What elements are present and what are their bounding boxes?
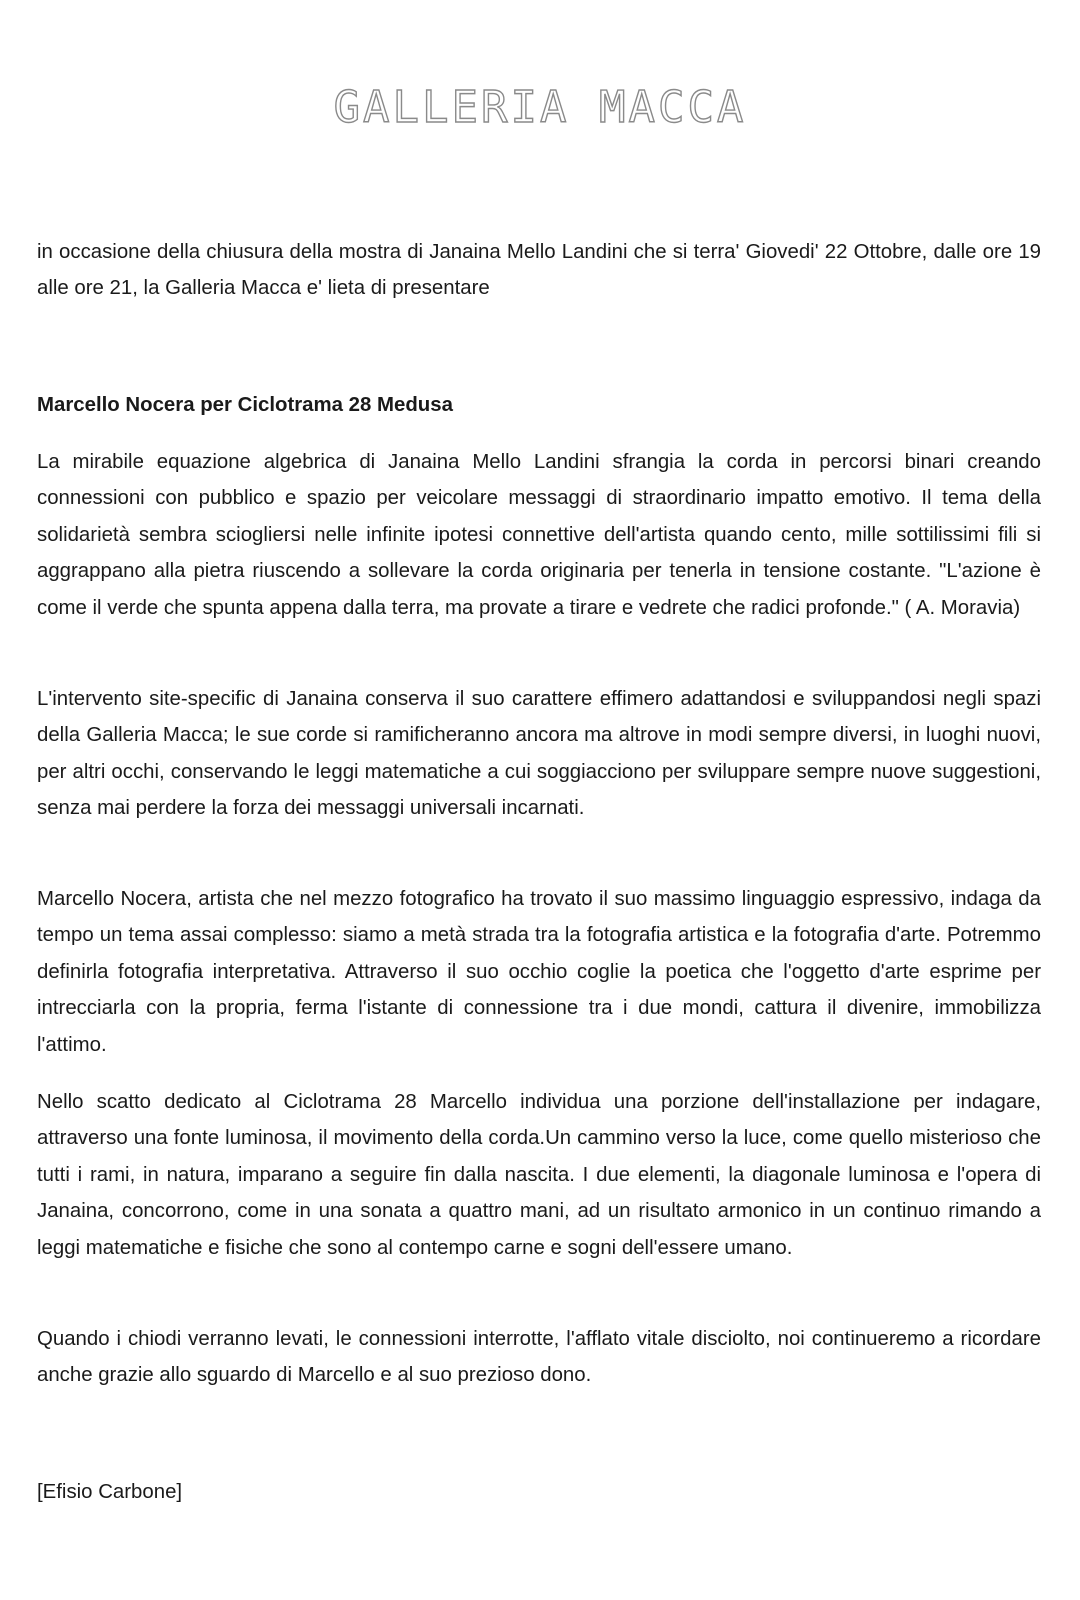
intro-paragraph: in occasione della chiusura della mostra di Janaina Mello Landini che si terra' Giovedi' 22 Ottobre, dalle ore 19 alle ore 21, la Galleria Macca e' lieta di presentare (37, 241, 1041, 300)
body-paragraph-5: Quando i chiodi verranno levati, le connessioni interrotte, l'afflato vitale disciolto, noi continueremo a ricordare anche grazie allo sguardo di Marcello e al suo prezioso dono. (37, 1328, 1041, 1387)
logo-text: GALLERIA MACCA (333, 82, 747, 133)
body-paragraph-1: La mirabile equazione algebrica di Janaina Mello Landini sfrangia la corda in percorsi binari creando connessioni con pubblico e spazio per veicolare messaggi di straordinario impatto emotivo. Il tema della solidarietà sembra sciogliersi nelle infinite ipotesi connettive dell'artista quando cento, mille sottilissimi fili si aggrappano alla pietra riuscendo a sollevare la corda originaria per tenerla in tensione costante. "L'azione è come il verde che spunta appena dalla terra, ma provate a tirare e vedrete che radici profonde." ( A. Moravia) (37, 451, 1041, 619)
gallery-logo (0, 82, 1080, 133)
body-paragraph-2: L'intervento site-specific di Janaina conserva il suo carattere effimero adattandosi e sviluppandosi negli spazi della Galleria Macca; le sue corde si ramificheranno ancora ma altrove in modi sempre diversi, in luoghi nuovi, per altri occhi, conservando le leggi matematiche a cui soggiacciono per sviluppare sempre nuove suggestioni, senza mai perdere la forza dei messaggi universali incarnati. (37, 688, 1041, 820)
body-paragraph-3: Marcello Nocera, artista che nel mezzo fotografico ha trovato il suo massimo linguaggio espressivo, indaga da tempo un tema assai complesso: siamo a metà strada tra la fotografia artistica e la fotografia d'arte. Potremmo definirla fotografia interpretativa. Attraverso il suo occhio coglie la poetica che l'oggetto d'arte esprime per intrecciarla con la propria, ferma l'istante di connessione tra i due mondi, cattura il divenire, immobilizza l'attimo. (37, 888, 1041, 1056)
author-signature: [Efisio Carbone] (37, 1481, 183, 1503)
body-paragraph-4: Nello scatto dedicato al Ciclotrama 28 Marcello individua una porzione dell'installazione per indagare, attraverso una fonte luminosa, il movimento della corda.Un cammino verso la luce, come quello misterioso che tutti i rami, in natura, imparano a seguire fin dalla nascita. I due elementi, la diagonale luminosa e l'opera di Janaina, concorrono, come in una sonata a quattro mani, ad un risultato armonico in un continuo rimando a leggi matematiche e fisiche che sono al contempo carne e sogni dell'essere umano. (37, 1091, 1041, 1259)
exhibition-title: Marcello Nocera per Ciclotrama 28 Medusa (37, 394, 453, 416)
